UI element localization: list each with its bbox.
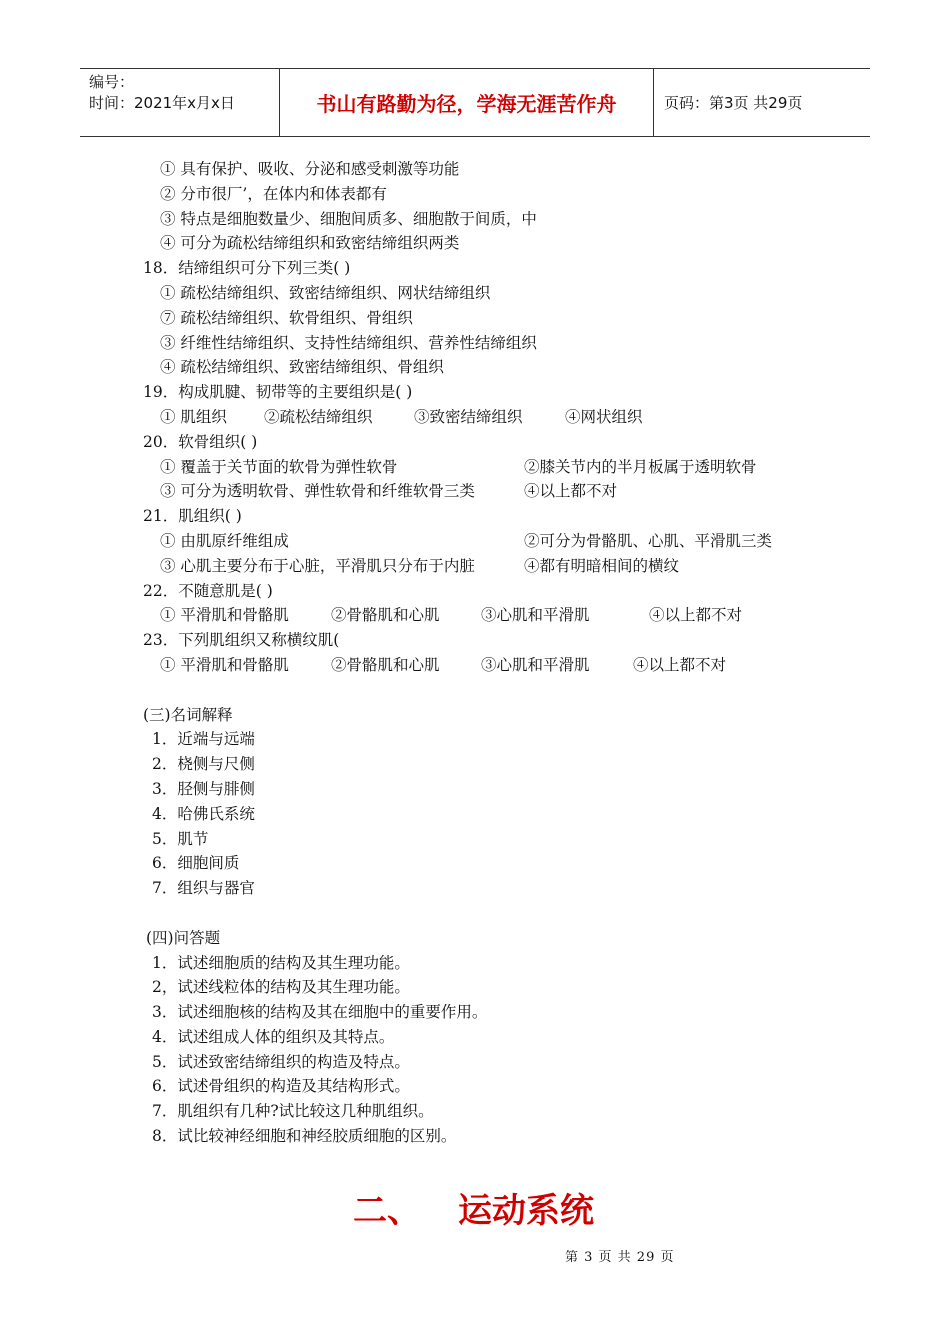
line-text: 3．胫侧与腓侧 xyxy=(152,779,255,798)
option-text: ① 肌组织 xyxy=(160,407,227,426)
line-text: ③ 纤维性结缔组织、支持性结缔组织、营养性结缔组织 xyxy=(160,333,537,352)
line-text: 23．下列肌组织又称横纹肌( xyxy=(143,631,340,650)
line-text: 6．试述骨组织的构造及其结构形式。 xyxy=(152,1077,410,1096)
text-line xyxy=(0,653,950,678)
option-text: ②可分为骨骼肌、心肌、平滑肌三类 xyxy=(524,531,773,550)
line-text: ② 分市很厂’，在体内和体表都有 xyxy=(160,184,387,203)
text-line xyxy=(0,306,950,331)
chapter-title xyxy=(0,1183,950,1233)
line-text: 5．肌节 xyxy=(152,829,209,848)
text-line xyxy=(0,851,950,876)
text-line xyxy=(0,603,950,628)
header-motto: 书山有路勤为径，学海无涯苦作舟 xyxy=(280,69,654,136)
line-text: 19．构成肌腱、韧带等的主要组织是( ) xyxy=(143,383,413,402)
option-text: ③ 心肌主要分布于心脏，平滑肌只分布于内脏 xyxy=(160,556,475,575)
text-line xyxy=(0,504,950,529)
line-text: 2．桡侧与尺侧 xyxy=(152,755,255,774)
text-line xyxy=(0,231,950,256)
option-text: ④网状组织 xyxy=(565,407,643,426)
page-footer: 第 3 页 共 29 页 xyxy=(565,1250,675,1265)
number-label: 编号： xyxy=(89,73,135,91)
text-line xyxy=(0,455,950,480)
line-text: (三)名词解释 xyxy=(143,705,233,724)
line-text: ③ 特点是细胞数量少、细胞间质多、细胞散于间质，中 xyxy=(160,209,537,228)
line-text: 8．试比较神经细胞和神经胶质细胞的区别。 xyxy=(152,1127,457,1146)
blank-line xyxy=(0,901,950,926)
option-text: ① 平滑肌和骨骼肌 xyxy=(160,655,289,674)
text-line xyxy=(0,405,950,430)
text-line xyxy=(0,777,950,802)
option-text: ②骨骼肌和心肌 xyxy=(331,606,440,625)
text-line xyxy=(0,703,950,728)
option-text: ④以上都不对 xyxy=(524,482,618,501)
line-text: 1．试述细胞质的结构及其生理功能。 xyxy=(152,953,410,972)
text-line xyxy=(0,1099,950,1124)
text-line xyxy=(0,281,950,306)
time-label: 时间：2021年x月x日 xyxy=(89,94,235,112)
line-text: 1．近端与远端 xyxy=(152,730,255,749)
line-text: 7．肌组织有几种?试比较这几种肌组织。 xyxy=(152,1102,434,1121)
line-text: 20．软骨组织( ) xyxy=(143,432,258,451)
line-text: 2，试述线粒体的结构及其生理功能。 xyxy=(152,978,410,997)
blank-line xyxy=(0,678,950,703)
line-text: ① 具有保护、吸收、分泌和感受刺激等功能 xyxy=(160,160,460,178)
text-line xyxy=(0,331,950,356)
text-line xyxy=(0,951,950,976)
line-text: 7．组织与器官 xyxy=(152,879,255,898)
line-text: 5．试述致密结缔组织的构造及特点。 xyxy=(152,1052,410,1071)
text-line xyxy=(0,926,950,951)
line-text: 4．试述组成人体的组织及其特点。 xyxy=(152,1027,395,1046)
line-text: 3．试述细胞核的结构及其在细胞中的重要作用。 xyxy=(152,1003,488,1022)
option-text: ③ 可分为透明软骨、弹性软骨和纤维软骨三类 xyxy=(160,482,475,501)
text-line xyxy=(0,256,950,281)
text-line xyxy=(0,479,950,504)
option-text: ④都有明暗相间的横纹 xyxy=(524,556,680,575)
document-body xyxy=(0,157,950,1149)
text-line xyxy=(0,182,950,207)
text-line xyxy=(0,554,950,579)
option-text: ④以上都不对 xyxy=(633,655,727,674)
text-line xyxy=(0,975,950,1000)
line-text: (四)问答题 xyxy=(146,928,221,947)
text-line xyxy=(0,579,950,604)
line-text: 21．肌组织( ) xyxy=(143,507,242,526)
option-text: ②骨骼肌和心肌 xyxy=(331,655,440,674)
option-text: ③心肌和平滑肌 xyxy=(481,606,590,625)
text-line xyxy=(0,727,950,752)
option-text: ① 平滑肌和骨骼肌 xyxy=(160,606,289,625)
option-text: ③心肌和平滑肌 xyxy=(481,655,590,674)
text-line xyxy=(0,355,950,380)
text-line xyxy=(0,430,950,455)
line-text: ④ 疏松结缔组织、致密结缔组织、骨组织 xyxy=(160,358,444,377)
option-text: ②疏松结缔组织 xyxy=(264,407,373,426)
line-text: ⑦ 疏松结缔组织、软骨组织、骨组织 xyxy=(160,308,413,327)
line-text: ① 疏松结缔组织、致密结缔组织、网状结缔组织 xyxy=(160,283,491,302)
line-text: 18．结缔组织可分下列三类( ) xyxy=(143,259,351,278)
option-text: ②膝关节内的半月板属于透明软骨 xyxy=(524,457,757,476)
line-text: ④ 可分为疏松结缔组织和致密结缔组织两类 xyxy=(160,234,460,253)
option-text: ③致密结缔组织 xyxy=(414,407,523,426)
text-line xyxy=(0,876,950,901)
option-text: ④以上都不对 xyxy=(649,606,743,625)
line-text: 4．哈佛氏系统 xyxy=(152,804,255,823)
text-line xyxy=(0,529,950,554)
line-text: 6．细胞间质 xyxy=(152,854,240,873)
chapter-number: 二、 xyxy=(353,1191,421,1231)
text-line xyxy=(0,1000,950,1025)
option-text: ① 由肌原纤维组成 xyxy=(160,531,289,550)
line-text: 22．不随意肌是( ) xyxy=(143,581,273,600)
page-header xyxy=(80,68,870,137)
text-line xyxy=(0,157,950,182)
text-line xyxy=(0,802,950,827)
text-line xyxy=(0,380,950,405)
text-line xyxy=(0,207,950,232)
text-line xyxy=(0,1074,950,1099)
header-meta xyxy=(80,69,280,136)
chapter-name: 运动系统 xyxy=(458,1191,594,1231)
text-line xyxy=(0,1025,950,1050)
text-line xyxy=(0,752,950,777)
text-line xyxy=(0,628,950,653)
text-line xyxy=(0,827,950,852)
text-line xyxy=(0,1050,950,1075)
text-line xyxy=(0,1124,950,1149)
option-text: ① 覆盖于关节面的软骨为弹性软骨 xyxy=(160,457,398,476)
header-page-info: 页码：第3页 共29页 xyxy=(664,94,803,112)
